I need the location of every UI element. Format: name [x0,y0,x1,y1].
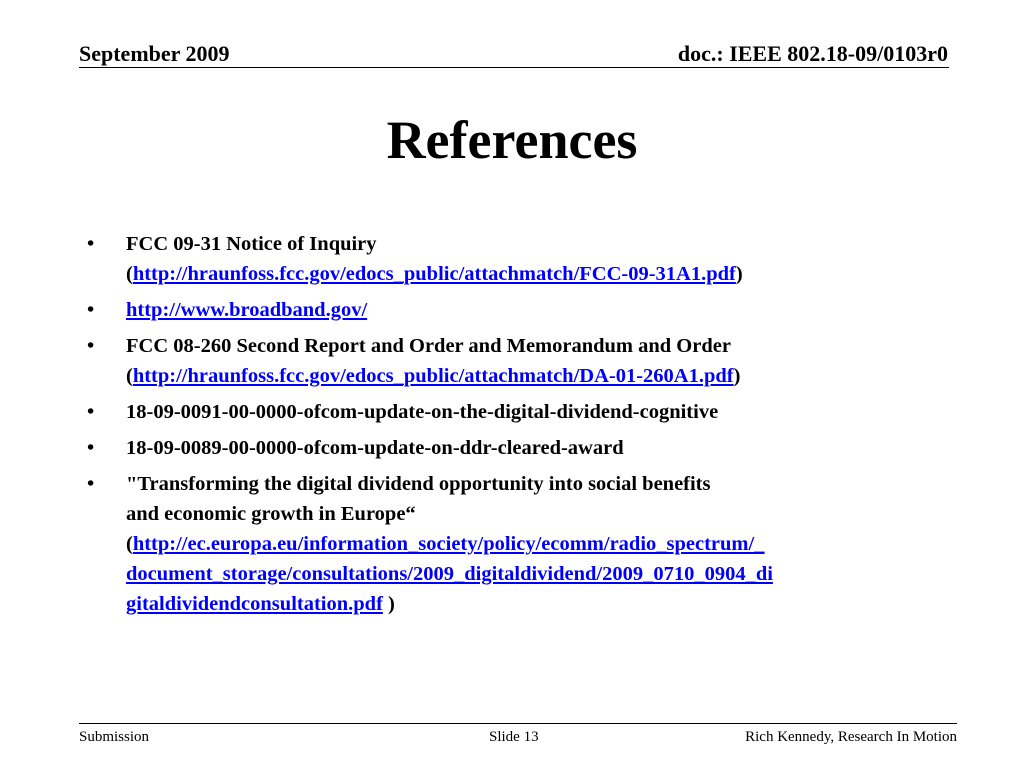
close-paren: ) [735,263,743,285]
reference-link-line [126,559,947,589]
bullet: • [87,335,95,357]
reference-text: 18-09-0091-00-0000-ofcom-update-on-the-digital-dividend-cognitive [126,401,719,423]
reference-link-line [126,529,947,559]
bullet: • [87,233,95,255]
footer-slide-number: Slide 13 [489,729,539,745]
reference-text: FCC 08-260 Second Report and Order and Memorandum and Order [126,335,731,357]
reference-item-2 [87,295,947,325]
open-paren: ( [126,533,133,555]
reference-link-line [126,259,947,289]
reference-text: 18-09-0089-00-0000-ofcom-update-on-ddr-cleared-award [126,437,624,459]
reference-item-4 [87,397,947,427]
reference-link[interactable]: http://hraunfoss.fcc.gov/edocs_public/attachmatch/FCC-09-31A1.pdf [132,263,736,285]
reference-link-line [126,295,947,325]
reference-link-part-1[interactable]: http://ec.europa.eu/information_society/policy/ecomm/radio_spectrum/_ [132,533,765,555]
bullet: • [87,473,95,495]
header-doc-id: doc.: IEEE 802.18-09/0103r0 [677,41,948,66]
references-list [87,229,947,625]
footer-submission: Submission [79,729,150,745]
reference-item-5 [87,433,947,463]
reference-item-6 [87,469,947,619]
bullet: • [87,401,95,423]
bullet: • [87,437,95,459]
reference-text: "Transforming the digital dividend opportunity into social benefits [126,473,711,495]
close-paren: ) [733,365,741,387]
reference-item-1 [87,229,947,289]
open-paren: ( [126,365,133,387]
footer-author: Rich Kennedy, Research In Motion [745,729,957,745]
footer-divider [79,723,957,724]
header-divider [79,67,949,68]
reference-link-line [126,361,947,391]
close-paren: ) [382,593,395,615]
reference-text: and economic growth in Europe“ [126,503,416,525]
slide-title: References [386,110,638,170]
reference-link-line [126,589,947,619]
header-date: September 2009 [79,41,230,66]
bullet: • [87,299,95,321]
reference-text: FCC 09-31 Notice of Inquiry [126,233,377,255]
reference-link[interactable]: http://hraunfoss.fcc.gov/edocs_public/attachmatch/DA-01-260A1.pdf [132,365,734,387]
reference-link[interactable]: http://www.broadband.gov/ [126,299,368,321]
reference-item-3 [87,331,947,391]
open-paren: ( [126,263,133,285]
reference-link-part-3[interactable]: gitaldividendconsultation.pdf [126,593,383,615]
reference-link-part-2[interactable]: document_storage/consultations/2009_digitaldividend/2009_0710_0904_di [126,563,773,585]
